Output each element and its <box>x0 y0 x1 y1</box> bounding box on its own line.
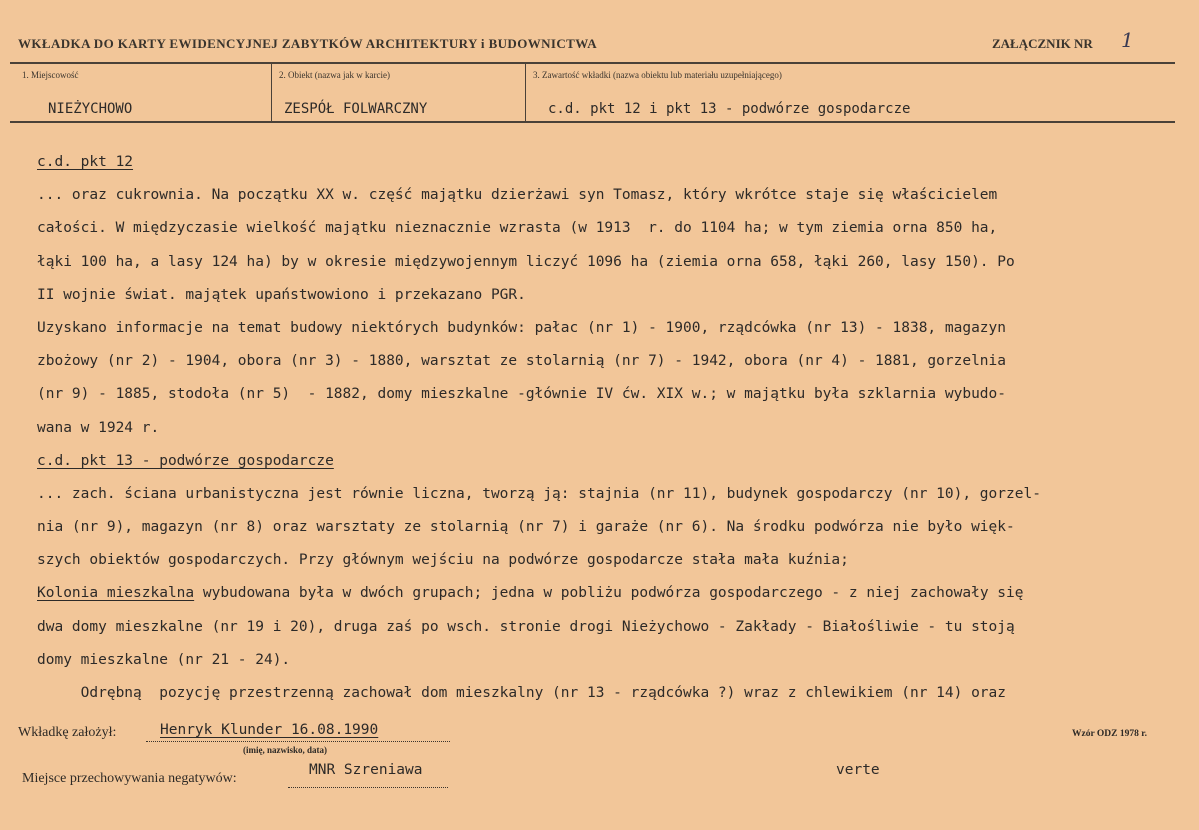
section-heading-13: c.d. pkt 13 - podwórze gospodarcze <box>37 452 334 469</box>
place-label: 1. Miejscowość <box>22 70 79 80</box>
body-line: szych obiektów gospodarczych. Przy głównym wejściu na podwórze gospodarcze stała mała kuźnia; <box>37 552 849 569</box>
content-label: 3. Zawartość wkładki (nazwa obiektu lub materiału uzupełniającego) <box>533 70 782 80</box>
founder-dotted-line <box>146 740 450 742</box>
body-line: Odrębną pozycję przestrzenną zachował dom mieszkalny (nr 13 - rządcówka ?) wraz z chlewikiem (nr 14) oraz <box>37 685 1007 701</box>
founder-value: Henryk Klunder 16.08.1990 <box>160 722 379 738</box>
object-value: ZESPÓŁ FOLWARCZNY <box>284 101 428 117</box>
body-line: dwa domy mieszkalne (nr 19 i 20), druga zaś po wsch. stronie drogi Nieżychowo - Zakłady - Białośliwie - tu stoją <box>37 618 1015 635</box>
header-rule-top <box>10 62 1175 64</box>
header-rule-bottom <box>10 121 1175 123</box>
founder-hint: (imię, nazwisko, data) <box>243 745 327 755</box>
field-divider-2 <box>525 64 526 121</box>
body-line: łąki 100 ha, a lasy 124 ha) by w okresie międzywojennym liczyć 1096 ha (ziemia orna 658, łąki 260, lasy 150). Po <box>37 253 1015 270</box>
kolonia-heading: Kolonia mieszkalna <box>37 585 195 602</box>
body-line: II wojnie świat. majątek upaństwowiono i przekazano PGR. <box>37 286 526 303</box>
body-line: zbożowy (nr 2) - 1904, obora (nr 3) - 1880, warsztat ze stolarnią (nr 7) - 1942, obora (nr 4) - 1881, gorzelnia <box>37 353 1007 370</box>
body-line: nia (nr 9), magazyn (nr 8) oraz warsztaty ze stolarnią (nr 7) i garaże (nr 6). Na środku podwórza nie było więk- <box>37 519 1015 536</box>
negatives-dotted-line <box>288 786 448 788</box>
negatives-label: Miejsce przechowywania negatywów: <box>22 771 237 786</box>
content-value: c.d. pkt 12 i pkt 13 - podwórze gospodarcze <box>548 101 911 117</box>
object-label: 2. Obiekt (nazwa jak w karcie) <box>279 70 390 80</box>
verte-note: verte <box>836 762 880 778</box>
place-value: NIEŻYCHOWO <box>48 101 133 117</box>
negatives-value: MNR Szreniawa <box>309 762 423 778</box>
card-body <box>37 146 1177 710</box>
body-line: Uzyskano informacje na temat budowy niektórych budynków: pałac (nr 1) - 1900, rządcówka (nr 13) - 1838, magazyn <box>37 319 1007 336</box>
body-line-kolonia <box>37 577 1177 610</box>
body-line: domy mieszkalne (nr 21 - 24). <box>37 651 291 668</box>
body-line: wana w 1924 r. <box>37 419 160 436</box>
annex-label: ZAŁĄCZNIK NR <box>992 36 1093 51</box>
field-divider-1 <box>271 64 272 121</box>
founder-label: Wkładkę założył: <box>18 725 117 740</box>
body-line: ... oraz cukrownia. Na początku XX w. część majątku dzierżawi syn Tomasz, który wkrótce staje się właścicielem <box>37 187 998 204</box>
kolonia-text: wybudowana była w dwóch grupach; jedna w pobliżu podwórza gospodarczego - z niej zachowały się <box>194 585 1024 602</box>
form-title: WKŁADKA DO KARTY EWIDENCYJNEJ ZABYTKÓW ARCHITEKTURY i BUDOWNICTWA <box>18 36 597 51</box>
annex-number: 1 <box>1121 28 1134 52</box>
body-line: ... zach. ściana urbanistyczna jest równie liczna, tworzą ją: stajnia (nr 11), budynek gospodarczy (nr 10), gorzel- <box>37 485 1041 502</box>
section-heading-12: c.d. pkt 12 <box>37 154 134 170</box>
body-line: (nr 9) - 1885, stodoła (nr 5) - 1882, domy mieszkalne -głównie IV ćw. XIX w.; w majątku była szklarnia wybudo- <box>37 386 1007 403</box>
form-code: Wzór ODZ 1978 r. <box>1072 729 1147 739</box>
body-line: całości. W międzyczasie wielkość majątku nieznacznie wzrasta (w 1913 r. do 1104 ha; w tym ziemia orna 850 ha, <box>37 220 998 237</box>
